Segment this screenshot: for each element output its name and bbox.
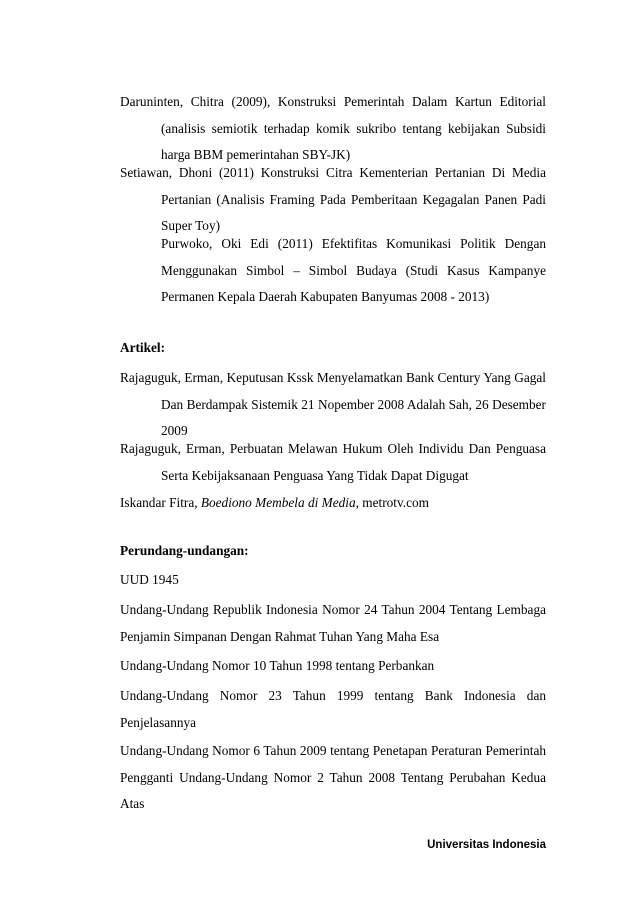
section-heading-perundang: Perundang-undangan: bbox=[120, 543, 249, 558]
law-entry: Undang-Undang Nomor 6 Tahun 2009 tentang Penetapan Peraturan Pemerintah Pengganti Undang-Undang Nomor 2 Tahun 2008 Tentang Perubahan Kedua Atas bbox=[120, 743, 546, 811]
reference-entry: Daruninten, Chitra (2009), Konstruksi Pemerintah Dalam Kartun Editorial (analisis semiotik terhadap komik sukribo tentang kebijakan Subsidi harga BBM pemerintahan SBY-JK) bbox=[120, 94, 546, 162]
law-entry: UUD 1945 bbox=[120, 572, 179, 587]
footer-institution: Universitas Indonesia bbox=[427, 839, 546, 851]
article-entry: Rajaguguk, Erman, Keputusan Kssk Menyelamatkan Bank Century Yang Gagal Dan Berdampak Sistemik 21 Nopember 2008 Adalah Sah, 26 Desember 2009 bbox=[120, 370, 546, 438]
reference-entry: Purwoko, Oki Edi (2011) Efektifitas Komunikasi Politik Dengan Menggunakan Simbol – Simbol Budaya (Studi Kasus Kampanye Permanen Kepala Daerah Kabupaten Banyumas 2008 - 2013) bbox=[161, 236, 546, 304]
law-entry: Undang-Undang Republik Indonesia Nomor 24 Tahun 2004 Tentang Lembaga Penjamin Simpanan Dengan Rahmat Tuhan Yang Maha Esa bbox=[120, 602, 546, 644]
law-entry: Undang-Undang Nomor 23 Tahun 1999 tentang Bank Indonesia dan Penjelasannya bbox=[120, 688, 546, 730]
section-heading-artikel: Artikel: bbox=[120, 340, 166, 355]
law-entry: Undang-Undang Nomor 10 Tahun 1998 tentang Perbankan bbox=[120, 658, 435, 673]
article-entry: Iskandar Fitra, Boediono Membela di Media, metrotv.com bbox=[120, 495, 429, 510]
reference-entry: Setiawan, Dhoni (2011) Konstruksi Citra Kementerian Pertanian Di Media Pertanian (Analisis Framing Pada Pemberitaan Kegagalan Panen Padi Super Toy) bbox=[120, 165, 546, 233]
article-entry: Rajaguguk, Erman, Perbuatan Melawan Hukum Oleh Individu Dan Penguasa Serta Kebijaksanaan Penguasa Yang Tidak Dapat Digugat bbox=[120, 441, 546, 483]
